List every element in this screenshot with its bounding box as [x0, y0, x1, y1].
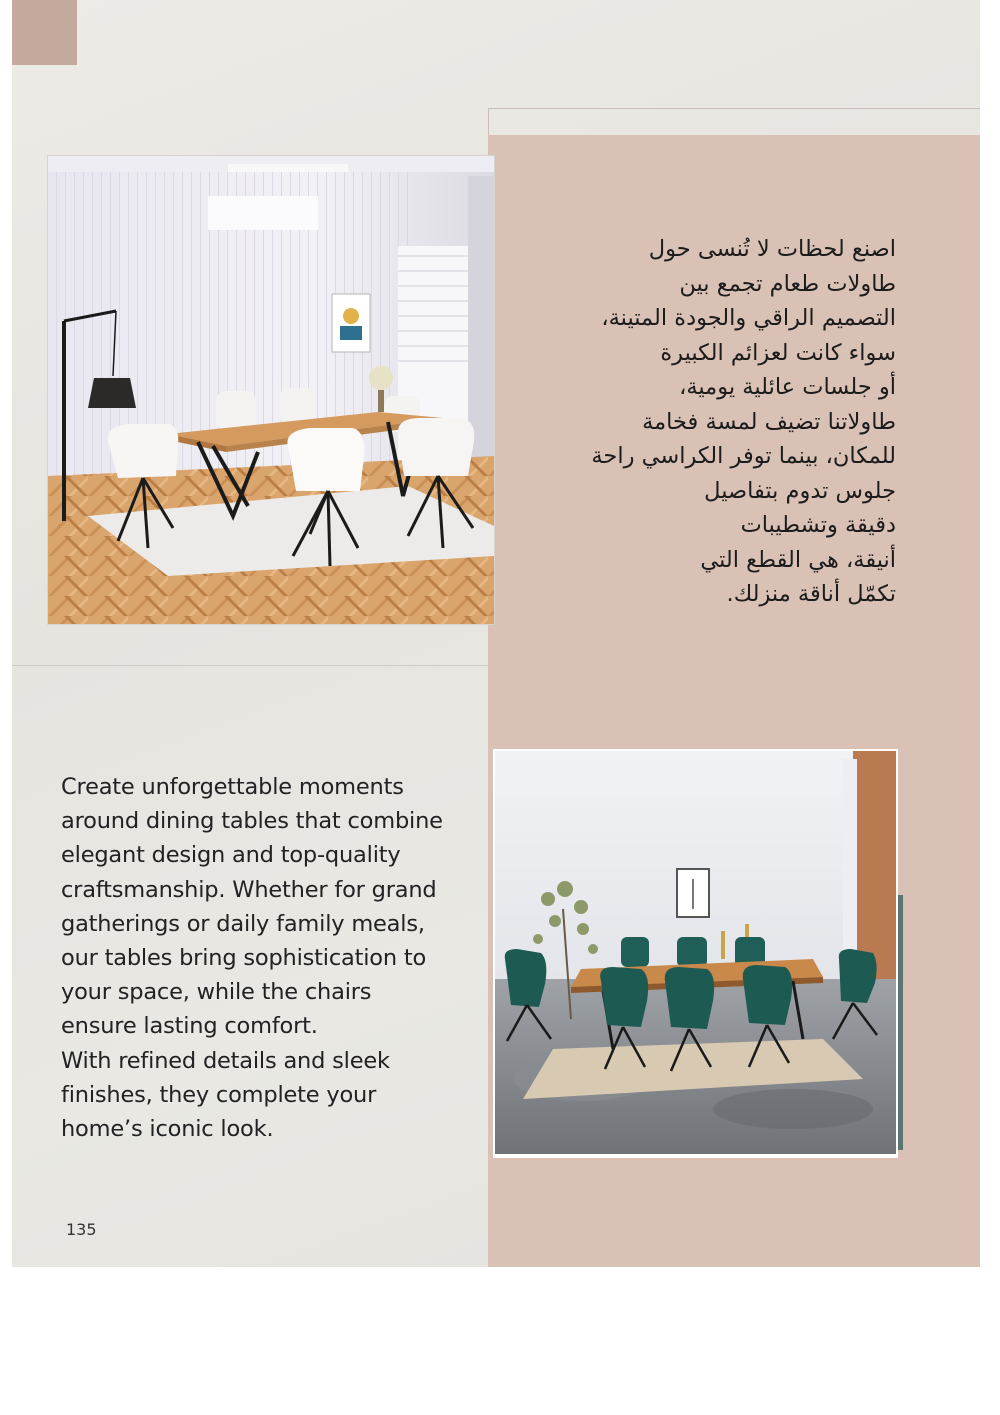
english-line: craftsmanship. Whether for grand [61, 876, 437, 903]
arabic-line: تكمّل أناقة منزلك. [726, 581, 896, 607]
arabic-line: طاولات طعام تجمع بين [679, 270, 896, 297]
arabic-line: التصميم الراقي والجودة المتينة، [601, 305, 896, 331]
panel-frame-line [488, 108, 980, 135]
english-line: With refined details and sleek [61, 1047, 390, 1074]
arabic-line: جلوس تدوم بتفاصيل [704, 477, 896, 504]
english-line: gatherings or daily family meals, [61, 910, 425, 937]
arabic-line: أنيقة، هي القطع التي [700, 546, 896, 573]
english-line: elegant design and top-quality [61, 842, 401, 869]
corner-accent-tab [12, 0, 77, 65]
white-dining-room-illustration [48, 156, 494, 624]
white-dining-room-photo [48, 156, 494, 624]
english-line: around dining tables that combine [61, 808, 443, 835]
section-divider [12, 665, 488, 666]
english-line: home’s iconic look. [61, 1116, 274, 1143]
arabic-description [522, 232, 896, 612]
page-number: 135 [66, 1220, 97, 1239]
arabic-line: للمكان، بينما توفر الكراسي راحة [591, 443, 896, 469]
arabic-line: دقيقة وتشطيبات [740, 512, 896, 538]
english-line: Create unforgettable moments [61, 774, 404, 800]
english-line: finishes, they complete your [61, 1081, 377, 1108]
english-line: our tables bring sophistication to [61, 945, 427, 972]
green-chairs-dining-room-photo [493, 749, 898, 1158]
arabic-line: أو جلسات عائلية يومية، [679, 374, 896, 400]
arabic-line: طاولاتنا تضيف لمسة فخامة [642, 408, 896, 435]
english-description [61, 770, 481, 1146]
catalog-page [12, 0, 980, 1267]
green-chairs-illustration [493, 749, 898, 1158]
english-line: ensure lasting comfort. [61, 1013, 318, 1040]
arabic-line: سواء كانت لعزائم الكبيرة [660, 339, 896, 366]
arabic-line: اصنع لحظات لا تُنسى حول [648, 236, 896, 262]
english-line: your space, while the chairs [61, 979, 372, 1006]
photo-accent-bar [898, 895, 903, 1150]
